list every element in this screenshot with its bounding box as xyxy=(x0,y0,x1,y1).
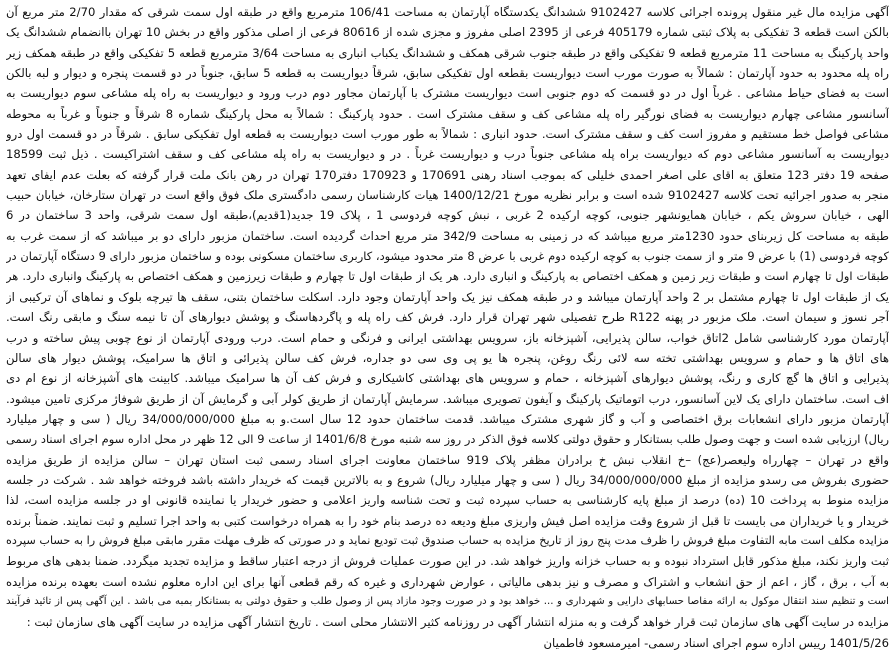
notice-line: طبقات اول تا چهارم است و طبقات زیر زمین و همکف اختصاص به پارکینگ و انباری دارد. هر یک از طبقات اول تا چهارم و طبقات زیرزمین و همکف اختصاص به پارکینگ وانباری دارد. هر xyxy=(6,269,889,284)
notice-line: مشاعی فواصل خط مستقیم و مفروز است کف و سقف مشترک است. حدود انباری : شمالاً به طور مورب است دیواریست به قطعه اول تفکیکی سابق . شرقاً در دو قسمت اول درو xyxy=(6,127,889,142)
notice-line: صفحه 19 دفتر 123 متعلق به اقای علی اصغر احمدی خلیلی که بموجب اسناد رهنی 170691 و 170923 دفتر170 تهران در رهن بانک ملت قرار گرفته که بعلت عدم ایفای تعهد xyxy=(6,167,889,182)
notice-line: ثبت واریز نکند، مبلغ مذکور قابل استرداد نبوده و به حساب خزانه واریز خواهد شد. در این صورت عملیات فروش از درجه اعتبار ساقط و مزایده تجدید میگردد. ضمنا بدهی های مربوط xyxy=(6,554,889,569)
notice-line: پذیرایی و اتاق ها گچ کاری و رنگ، پوشش دیوارهای آشپزخانه ، حمام و سرویس های بهداشتی کاشیکاری و فرش کف آن ها سرامیک میباشد. کابینت های آشپزخانه از نوع ام دی xyxy=(6,371,889,386)
notice-line: آگهی مزایده مال غیر منقول پرونده اجرائی کلاسه 9102427 ششدانگ یکدستگاه آپارتمان به مساحت 106/41 مترمربع واقع در طبقه اول سمت شرقی که مقدار 2/70 متر مربع آن xyxy=(6,5,889,19)
notice-line: آسانسور مشاعی چهارم دیواریست به فضای نورگیر راه پله مشاعی کف و سقف مشترک است . حدود پارکینگ : شمالاً به محل پارکینگ شماره 8 شرقاً و جنوباً و غرباً به محوطه xyxy=(6,106,889,121)
notice-line: آپارتمان مزبور دارای انشعابات برق اختصاصی و آب و گاز شهری مشترک میباشد. قدمت ساختمان حدود 12 سال است.و به مبلغ 34/000/000/000 ریال ( سی و چهار میلیارد xyxy=(6,411,889,426)
notice-line: خریدار و یا خریداران می بایست تا قبل از شروع وقت مزایده اصل فیش واریزی مبلغ ودیعه ده درصد بنام خود را به همراه درخواست کتبی به واحد اجرا تسلیم و ثبت نمایند. ضمناً برنده xyxy=(6,513,889,528)
notice-line: به آب ، برق ، گاز ، اعم از حق انشعاب و اشتراک و مصرف و نیز بدهی مالیاتی ، عوارض شهرداری و غیره که رقم قطعی آنها برای این اداره معلوم نشده است بعهده برنده مزایده xyxy=(6,574,889,589)
notice-line: بالکن است قطعه 3 تفکیکی به پلاک ثبتی شماره 405179 فرعی از 2395 اصلی مفروز و مجزی شده از 80616 فرعی از اصلی مذکور واقع در بخش 10 تهران باانضمام ششدانگ یک xyxy=(6,25,889,40)
notice-line: واقع در تهران – چهارراه ولیعصر(عج) –خ انقلاب نبش خ برادران مظفر پلاک 919 ساختمان معاونت اجرای اسناد رسمی ثبت استان تهران – سالن مزایده از طریق مزایده xyxy=(6,452,889,467)
notice-line: حضوری بفروش می رسدو مزایده از مبلغ 34/000/000/000 ریال ( سی و چهار میلیارد ریال) شروع و به بالاترین قیمت که خریدار داشته باشد فروخته خواهد شد . شرکت در جلسه xyxy=(6,472,889,487)
notice-line: دیواریست به آسانسور مشاعی دوم که دیواریست براه پله مشاعی جنوباً درب و دیواریست غرباً . در و دیواریست به راه پله مشاعی کف و سقف اشتراکیست . ذیل ثبت 18599 xyxy=(6,147,889,162)
notice-line: مزایده منوط به پرداخت 10 (ده) درصد از مبلغ پایه کارشناسی به حساب سپرده ثبت و تحت شناسه واریز اعلامی و حضور خریدار یا نماینده قانونی او در جلسه مزایده است، لذا xyxy=(6,493,889,508)
notice-line: الهی ، خیابان سروش یکم ، خیابان همایونشهر جنوبی، کوچه ارکیده 2 غربی ، نبش کوچه فردوسی 1 ، پلاک 19 جدید(1قدیم)،طبقه اول سمت شرقی، واحد 3 ساختمان در 6 xyxy=(6,208,889,223)
notice-line: است به فضای حیاط مشاعی . غرباً اول در دو قسمت که دوم جنوبی است دیواریست مشترک با آپارتمان مجاور دوم درب ورود و دیواریست به راه پله مشاعی سوم دیواریست به xyxy=(6,86,889,101)
notice-line: راه پله محدود به حدود آپارتمان : شمالاً به صورت مورب است دیواریست بقطعه اول تفکیکی سابق، شرقاً دیواریست به قطعه 5 سابق، جنوباً در دو قسمت پنجره و دیوار و لبه بالکن xyxy=(6,66,889,81)
notice-line: اف است. ساختمان دارای یک لاین آسانسور، درب اتوماتیک پارکینگ و آیفون تصویری میباشد. سرمایش آپارتمان از طریق کولر آبی و گرمایش آن از طریق شوفاژ مرکزی تامین میشود. xyxy=(6,391,889,406)
notice-line: ریال) ارزیابی شده است و جهت وصول طلب بستانکار و حقوق دولتی کلاسه فوق الذکر در روز سه شنبه مورخ 1401/6/8 از ساعت 9 الی 12 ظهر در محل اداره سوم اجرای اسناد رسمی xyxy=(6,432,889,447)
notice-line: است و تنظیم سند انتقال موکول به ارائه مفاصا حسابهای دارایی و شهرداری و ... خواهد بود و در صورت وجود مازاد پس از وصول طلب و حقوق دولتی به بستانکار بمبه می باشد . این آگهی پس از تائید فرآیند xyxy=(6,595,889,607)
notice-line: آپارتمان مورد کارشناسی شامل 2اتاق خواب، سالن پذیرایی، آشپزخانه باز، سرویس بهداشتی ایرانی و فرنگی و حمام است. درب ورودی آپارتمان از نوع چوبی پیش ساخته و درب xyxy=(6,330,889,345)
signature-line: 1401/5/26 رییس اداره سوم اجرای اسناد رسمی- امیرمسعود فاطمیان xyxy=(543,635,889,650)
notice-line: واحد پارکینگ به مساحت 11 مترمربع قطعه 9 تفکیکی واقع در طبقه جنوب شرقی همکف و ششدانگ یکباب انباری به مساحت 3/64 مترمربع قطعه 5 تفکیکی واقع در طبقه همکف زیر xyxy=(6,45,889,60)
notice-line: های اتاق ها و حمام و سرویس بهداشتی تخته سه لائی رنگ روغن، پنجره ها یو پی وی سی دو جداره، فرش کف سالن پذیرائی و اتاق ها سرامیک، پوشش دیوار های سالن xyxy=(6,350,889,365)
notice-line: آجر نسوز و سیمان است. ملک مزبور در پهنه R122 طرح تفصیلی شهر تهران قرار دارد. فرش کف راه پله و پاگردهاسنگ و پوشش دیوارهای آن تا نیمه سنگ و مابقی رنگ است. xyxy=(6,310,889,325)
notice-line: طبقه به مساحت کل زیربنای حدود 1230متر مربع میباشد که در زمینی به مساحت 342/9 متر مربع احداث گردیده است. ساختمان مزبور دارای دو بر میباشد که از سمت غرب به xyxy=(6,228,889,243)
notice-line: منجر به صدور اجرائیه تحت کلاسه 9102427 شده است و برابر نظریه مورخ 1400/12/21 هیات کارشناسان رسمی دادگستری ملک فوق واقع است در تهران ستارخان، خیابان حبیب xyxy=(6,188,889,203)
notice-line: یک از طبقات اول تا چهارم مشتمل بر 2 واحد آپارتمان میباشد و در طبقه همکف نیز یک واحد آپارتمان وجود دارد. اسکلت ساختمان بتنی، سقف ها تیرچه بلوک و نماهای آن ترکیبی از xyxy=(6,289,889,304)
notice-line: مزایده در سایت آگهی های سازمان ثبت قرار خواهد گرفت و به منزله انتشار آگهی در روزنامه کثیر الانتشار محلی است . تاریخ انتشار آگهی مزایده در سایت آگهی های سازمان ثبت : xyxy=(26,615,889,630)
notice-line: کوچه فردوسی (1) با عرض 9 متر و از سمت جنوب به کوچه ارکیده دوم غربی با عرض 8 متر محدود میشود، کاربری ساختمان مسکونی بوده و ساختمان مزبور دارای 9 دستگاه آپارتمان در xyxy=(6,249,889,264)
notice-line: مزایده مکلف است مابه التفاوت مبلغ فروش را ظرف مدت پنج روز از تاریخ مزایده به حساب صندوق ثبت تودیع نماید و در صورتی که ظرف مهلت مقرر مابقی مبلغ فروش را به حساب سپرده xyxy=(6,533,889,547)
